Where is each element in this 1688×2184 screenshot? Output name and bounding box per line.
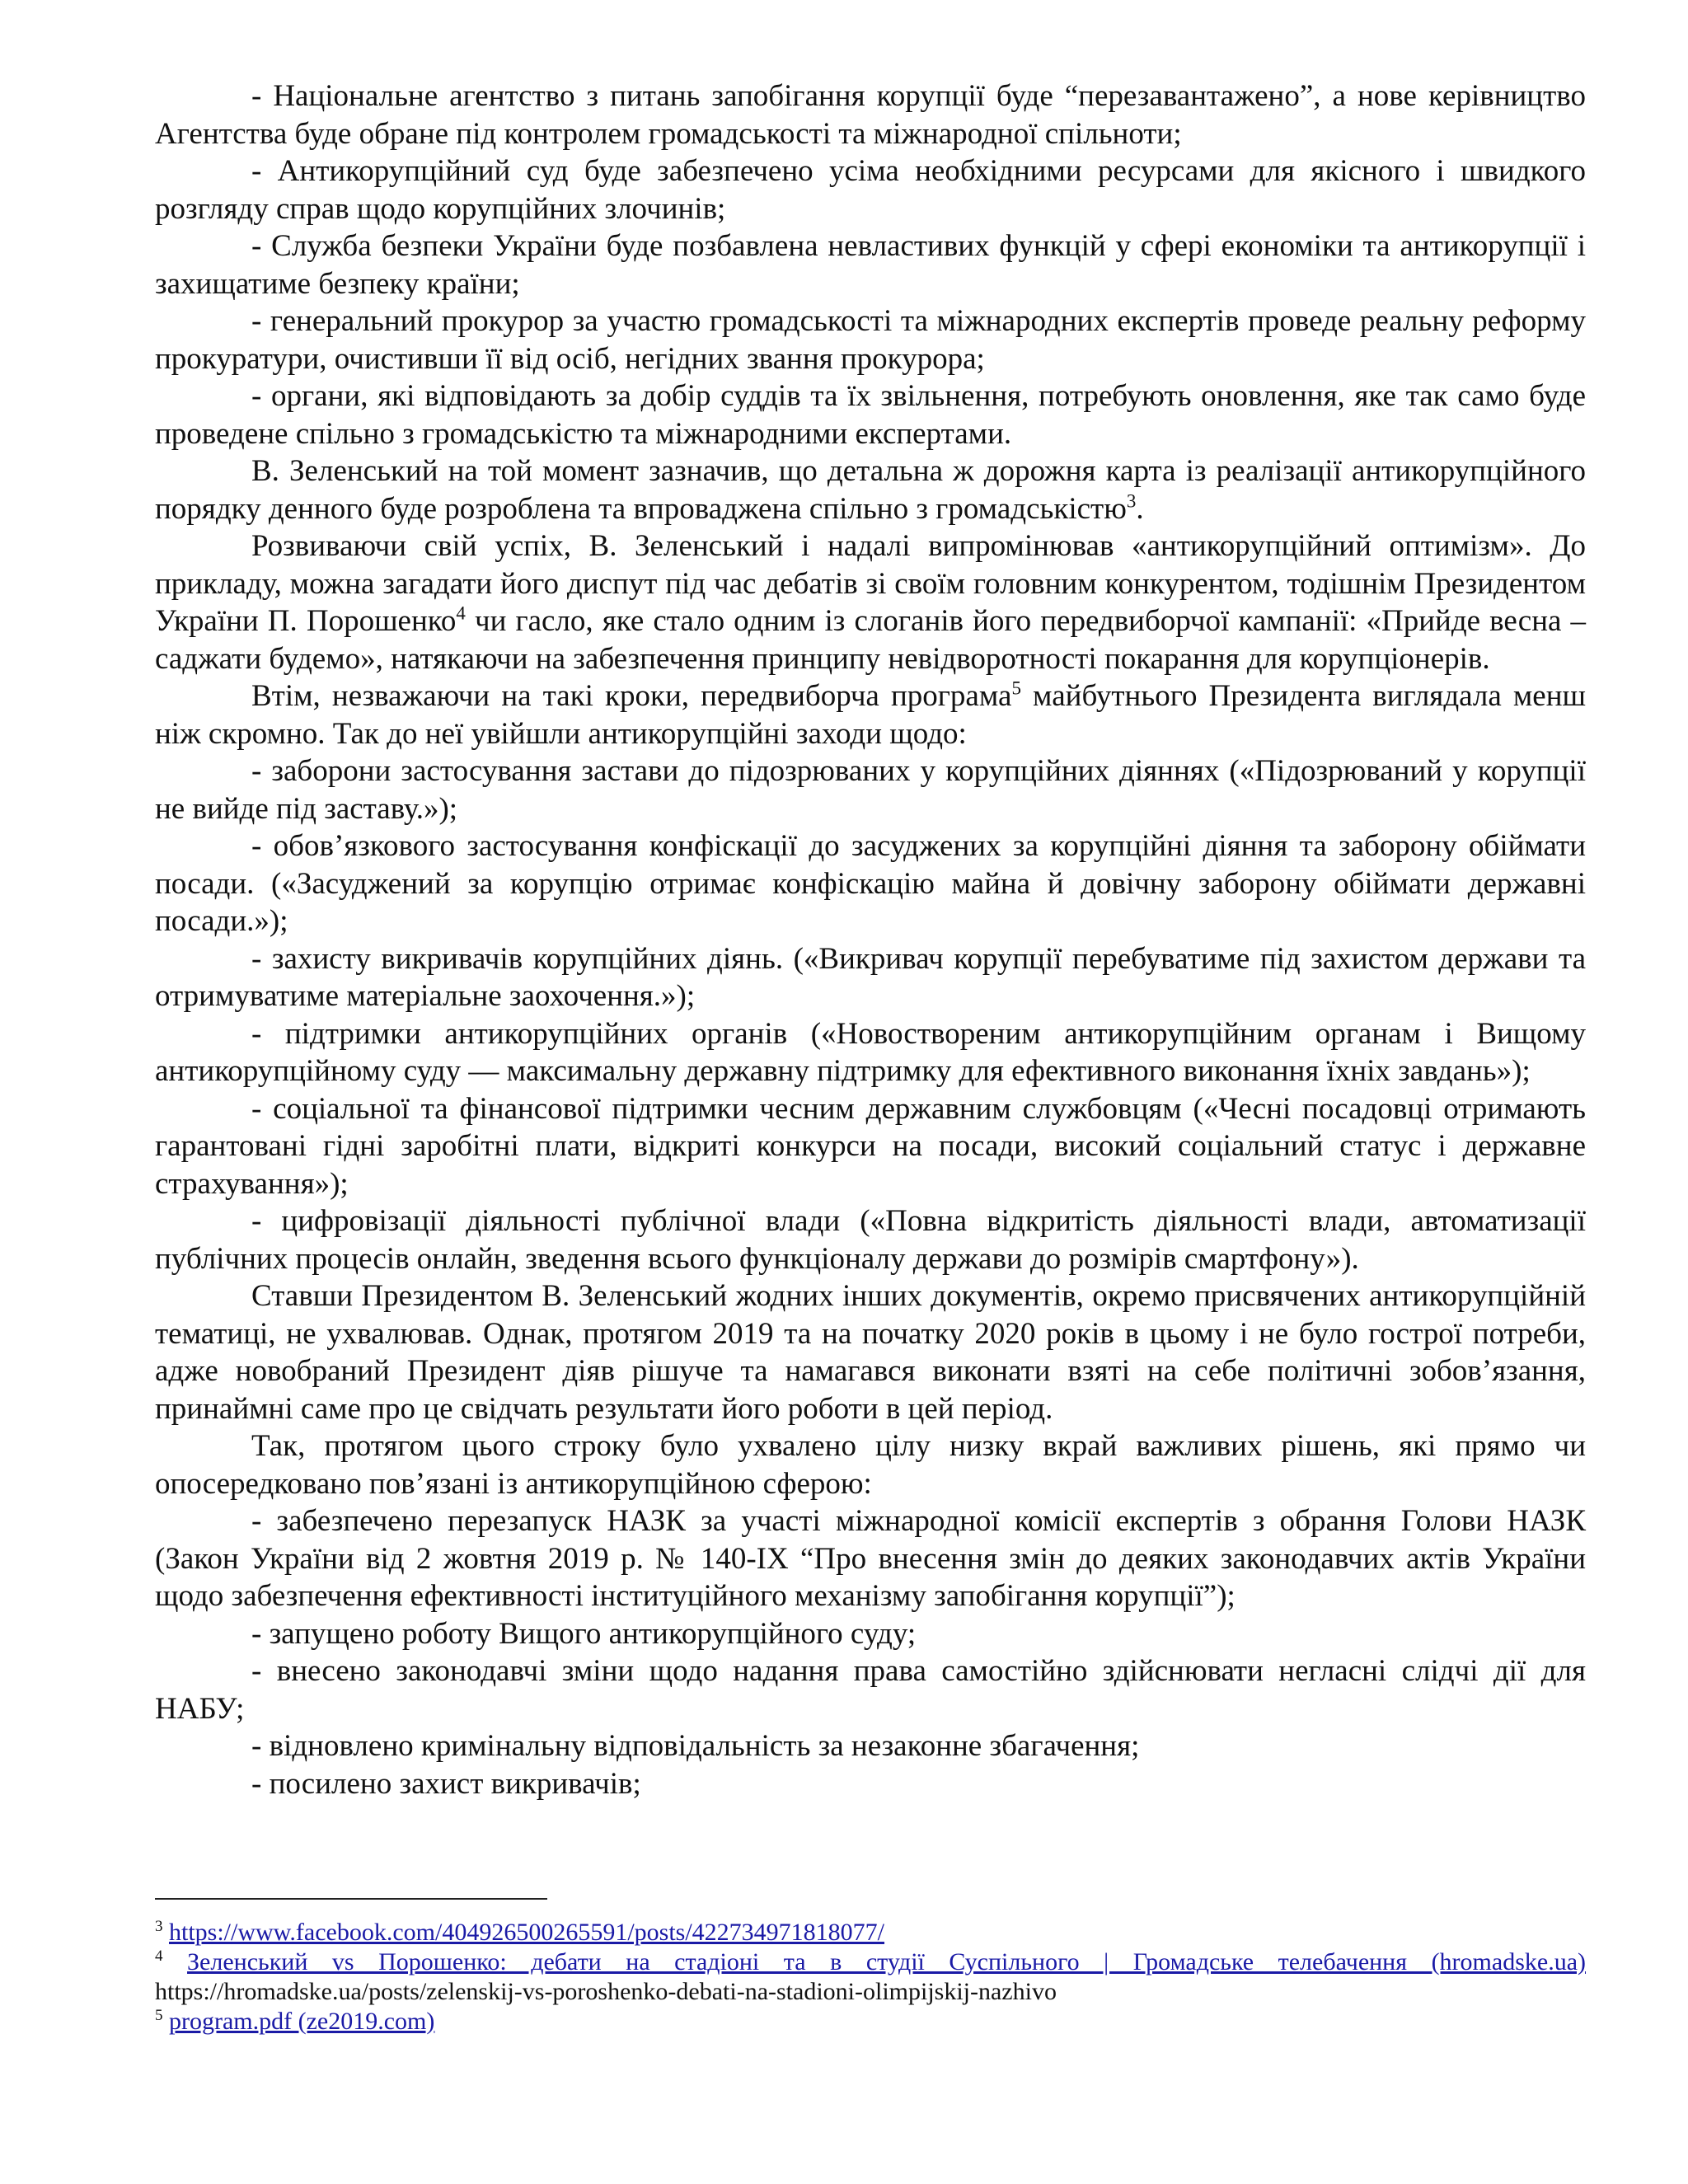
footnote-number: 4	[155, 1947, 163, 1965]
paragraph-17: - забезпечено перезапуск НАЗК за участі міжнародної комісії експертів з обрання Голови НАЗК (Закон України від 2 жовтня 2019 р. № 140-IX “Про внесення змін до деяких законодавчих актів України щодо забезпечення ефективності інституційного механізму запобігання корупції”);	[155, 1504, 1586, 1613]
paragraph-13: - соціальної та фінансової підтримки чесним державним службовцям («Чесні посадовці отримають гарантовані гідні заробітні плати, відкриті конкурси на посади, високий соціальний статус і державне страхування»);	[155, 1091, 1586, 1201]
paragraph-16: Так, протягом цього строку було ухвалено цілу низку вкрай важливих рішень, які прямо чи опосередковано пов’язані із антикорупційною сферою:	[155, 1429, 1586, 1501]
paragraph-10: - обов’язкового застосування конфіскації до засуджених за корупційні діяння та заборону обіймати посади. («Засуджений за корупцію отримає конфіскацію майна й довічну заборону обіймати державні посади.»);	[155, 829, 1586, 938]
footnote-3	[155, 1918, 1586, 1947]
paragraph-14: - цифровізації діяльності публічної влади («Повна відкритість діяльності влади, автоматизації публічних процесів онлайн, зведення всього функціоналу держави до розмірів смартфону»).	[155, 1204, 1586, 1276]
document-body	[155, 77, 1586, 1802]
paragraph-18: - запущено роботу Вищого антикорупційного суду;	[251, 1616, 917, 1651]
footnote-5	[155, 2007, 1586, 2036]
footnote-number: 5	[155, 2007, 163, 2024]
footnote-5-link[interactable]: program.pdf (ze2019.com)	[169, 2008, 435, 2035]
footnote-ref-5[interactable]: 5	[1011, 677, 1021, 699]
paragraph-11: - захисту викривачів корупційних діянь. («Викривач корупції перебуватиме під захистом держави та отримуватиме матеріальне заохочення.»);	[155, 941, 1586, 1013]
footnote-ref-4[interactable]: 4	[456, 602, 466, 624]
paragraph-19: - внесено законодавчі зміни щодо надання права самостійно здійснювати негласні слідчі дії для НАБУ;	[155, 1654, 1586, 1726]
paragraph-3: - Служба безпеки України буде позбавлена невластивих функцій у сфері економіки та антикорупції і захищатиме безпеку країни;	[155, 229, 1586, 301]
paragraph-2: - Антикорупційний суд буде забезпечено усіма необхідними ресурсами для якісного і швидкого розгляду справ щодо корупційних злочинів;	[155, 154, 1586, 226]
paragraph-8: Втім, незважаючи на такі кроки, передвиборча програма$^5$ майбутнього Президента виглядала менш ніж скромно. Так до неї увійшли антикорупційні заходи щодо:	[155, 677, 1587, 751]
footnote-ref-3[interactable]: 3	[1126, 490, 1137, 512]
paragraph-1: - Національне агентство з питань запобігання корупції буде “перезавантажено”, а нове керівництво Агентства буде обране під контролем громадськості та міжнародної спільноти;	[155, 79, 1586, 151]
paragraph-9: - заборони застосування застави до підозрюваних у корупційних діяннях («Підозрюваний у корупції не вийде під заставу.»);	[155, 754, 1586, 826]
paragraph-6: В. Зеленський на той момент зазначив, що детальна ж дорожня карта із реалізації антикорупційного порядку денного буде розроблена та впроваджена спільно з громадськістю$^3$.	[155, 454, 1586, 526]
paragraph-4: - генеральний прокурор за участю громадськості та міжнародних експертів проведе реальну реформу прокуратури, очистивши її від осіб, негідних звання прокурора;	[155, 304, 1586, 376]
footnote-number: 3	[155, 1918, 163, 1935]
paragraph-21: - посилено захист викривачів;	[251, 1766, 641, 1801]
paragraph-7: Розвиваючи свій успіх, В. Зеленський і надалі випромінював «антикорупційний оптимізм». До прикладу, можна загадати його диспут під час дебатів зі своїм головним конкурентом, тодішнім Президентом України П. Порошенко$^4$ чи гасло, яке стало одним із слоганів його передвиборчої кампанії: «Прийде весна – саджати будемо», натякаючи на забезпечення принципу невідворотності покарання для корупціонерів.	[155, 529, 1586, 676]
paragraph-15: Ставши Президентом В. Зеленський жодних інших документів, окремо присвячених антикорупційній тематиці, не ухвалював. Однак, протягом 2019 та на початку 2020 років в цьому і не було гострої потреби, адже новобраний Президент діяв рішуче та намагався виконати взяті на себе політичні зобов’язання, принаймні саме про це свідчать результати його роботи в цей період.	[155, 1279, 1586, 1426]
paragraph-12: - підтримки антикорупційних органів («Новоствореним антикорупційним органам і Вищому антикорупційному суду — максимальну державну підтримку для ефективного виконання їхніх завдань»);	[155, 1016, 1586, 1088]
paragraph-20: - відновлено кримінальну відповідальність за незаконне збагачення;	[251, 1729, 1140, 1763]
paragraph-5: - органи, які відповідають за добір суддів та їх звільнення, потребують оновлення, яке так само буде проведене спільно з громадськістю та міжнародними експертами.	[155, 379, 1586, 451]
footnote-separator	[155, 1898, 547, 1900]
footnote-3-link[interactable]: https://www.facebook.com/404926500265591/posts/422734971818077/	[169, 1919, 885, 1946]
footnote-4-link[interactable]: Зеленський vs Порошенко: дебати на стадіоні та в студії Суспільного | Громадське телебачення (hromadske.ua)	[187, 1948, 1586, 1975]
footnotes-section	[155, 1898, 1586, 2036]
footnote-4-url: https://hromadske.ua/posts/zelenskij-vs-poroshenko-debati-na-stadioni-olimpijskij-nazhivo	[155, 1978, 1057, 2005]
footnote-4	[155, 1947, 1586, 2007]
